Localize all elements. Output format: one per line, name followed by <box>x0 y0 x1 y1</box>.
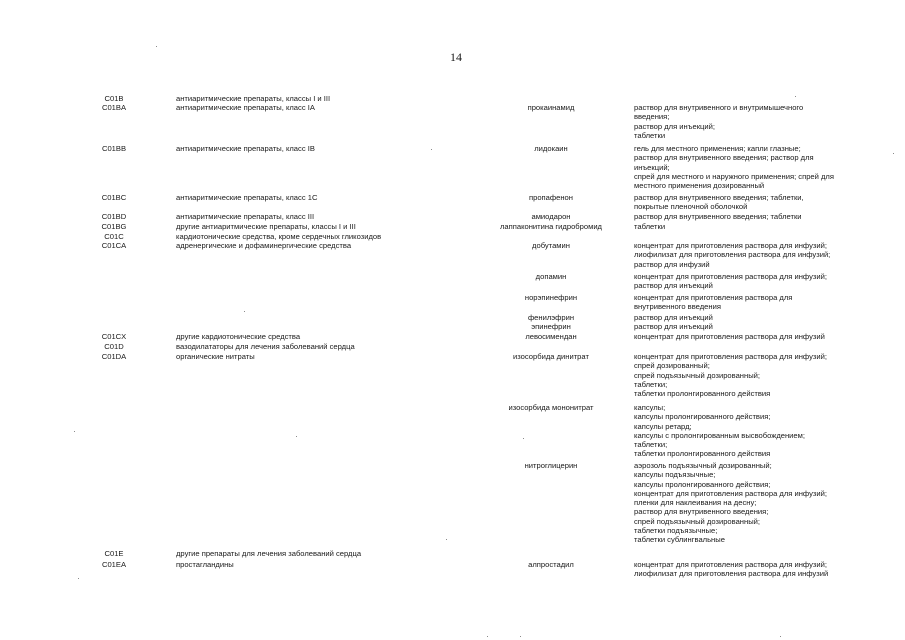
atc-code: C01BB <box>101 144 127 153</box>
drug-name: изосорбида динитрат <box>513 352 589 361</box>
drug-name: лаппаконитина гидробромид <box>500 222 602 231</box>
group-name: простагландины <box>176 560 234 569</box>
drug-name: норэпинефрин <box>524 293 578 302</box>
atc-code: C01BC <box>101 193 127 202</box>
atc-code: C01E <box>104 549 124 558</box>
scan-speck <box>244 311 245 312</box>
atc-code: C01C <box>104 232 124 241</box>
atc-code: C01BG <box>101 222 127 231</box>
scan-speck <box>296 436 297 437</box>
scan-speck <box>795 96 796 97</box>
group-name: антиаритмические препараты, класс III <box>176 212 315 221</box>
dosage-forms: концентрат для приготовления раствора для инфузий <box>634 332 825 341</box>
dosage-forms: концентрат для приготовления раствора для инфузий; лиофилизат для приготовления раствора для инфузий <box>634 560 829 579</box>
group-name: антиаритмические препараты, класс IB <box>176 144 315 153</box>
drug-name: допамин <box>535 272 567 281</box>
atc-code: C01BA <box>101 103 127 112</box>
drug-name: алпростадил <box>528 560 574 569</box>
group-name: другие препараты для лечения заболеваний сердца <box>176 549 362 558</box>
drug-name: изосорбида мононитрат <box>508 403 594 412</box>
atc-code: C01DA <box>101 352 127 361</box>
group-name: адренергические и дофаминергические средства <box>176 241 352 250</box>
scan-speck <box>431 149 432 150</box>
scan-speck <box>893 153 894 154</box>
scan-speck <box>780 636 781 637</box>
drug-name: пропафенон <box>529 193 573 202</box>
scan-speck <box>446 539 447 540</box>
atc-code: C01BD <box>101 212 127 221</box>
scan-speck <box>520 636 521 637</box>
dosage-forms: раствор для инъекций <box>634 322 713 331</box>
dosage-forms: гель для местного применения; капли глазные; раствор для внутривенного введения; раствор для инъекций; спрей для местного и наружного применения; спрей для местного применения дозированный <box>634 144 834 191</box>
page-number: 14 <box>450 50 462 64</box>
scan-speck <box>523 438 524 439</box>
dosage-forms: аэрозоль подъязычный дозированный; капсулы подъязычные; капсулы пролонгированного действия; концентрат для приготовления раствора для инфузий; пленки для наклеивания на десну; раствор для внутривенного введения; спрей подъязычный дозированный; таблетки подъязычные; таблетки сублингвальные <box>634 461 827 545</box>
drug-name: лидокаин <box>534 144 568 153</box>
group-name: антиаритмические препараты, класс IA <box>176 103 315 112</box>
scan-speck <box>156 46 157 47</box>
dosage-forms: таблетки <box>634 222 666 231</box>
dosage-forms: капсулы; капсулы пролонгированного действия; капсулы ретард; капсулы с пролонгированным высвобождением; таблетки; таблетки пролонгированного действия <box>634 403 805 459</box>
drug-name: добутамин <box>532 241 570 250</box>
atc-code: C01CA <box>101 241 127 250</box>
dosage-forms: раствор для внутривенного введения; таблетки, покрытые пленочной оболочкой <box>634 193 804 212</box>
dosage-forms: концентрат для приготовления раствора для инфузий; раствор для инъекций <box>634 272 827 291</box>
drug-name: фенилэфрин <box>527 313 575 322</box>
drug-name: эпинефрин <box>531 322 571 331</box>
dosage-forms: концентрат для приготовления раствора для инфузий; спрей дозированный; спрей подъязычный дозированный; таблетки; таблетки пролонгированного действия <box>634 352 827 399</box>
group-name: вазодилататоры для лечения заболеваний сердца <box>176 342 355 351</box>
atc-code: C01D <box>104 342 124 351</box>
group-name: другие антиаритмические препараты, классы I и III <box>176 222 356 231</box>
dosage-forms: раствор для внутривенного введения; таблетки <box>634 212 802 221</box>
dosage-forms: концентрат для приготовления раствора для внутривенного введения <box>634 293 793 312</box>
drug-name: нитроглицерин <box>524 461 578 470</box>
scan-speck <box>74 431 75 432</box>
group-name: органические нитраты <box>176 352 255 361</box>
group-name: кардиотонические средства, кроме сердечных гликозидов <box>176 232 382 241</box>
drug-name: прокаинамид <box>527 103 575 112</box>
dosage-forms: раствор для внутривенного и внутримышечного введения; раствор для инъекций; таблетки <box>634 103 804 140</box>
group-name: антиаритмические препараты, классы I и III <box>176 94 331 103</box>
group-name: другие кардиотонические средства <box>176 332 301 341</box>
atc-code: C01EA <box>101 560 127 569</box>
drug-name: амиодарон <box>531 212 571 221</box>
scan-speck <box>78 578 79 579</box>
dosage-forms: концентрат для приготовления раствора для инфузий; лиофилизат для приготовления раствора для инфузий; раствор для инфузий <box>634 241 831 269</box>
scan-speck <box>487 636 488 637</box>
group-name: антиаритмические препараты, класс 1С <box>176 193 318 202</box>
atc-code: C01CX <box>101 332 127 341</box>
dosage-forms: раствор для инъекций <box>634 313 713 322</box>
atc-code: C01B <box>104 94 124 103</box>
drug-name: левосимендан <box>525 332 577 341</box>
